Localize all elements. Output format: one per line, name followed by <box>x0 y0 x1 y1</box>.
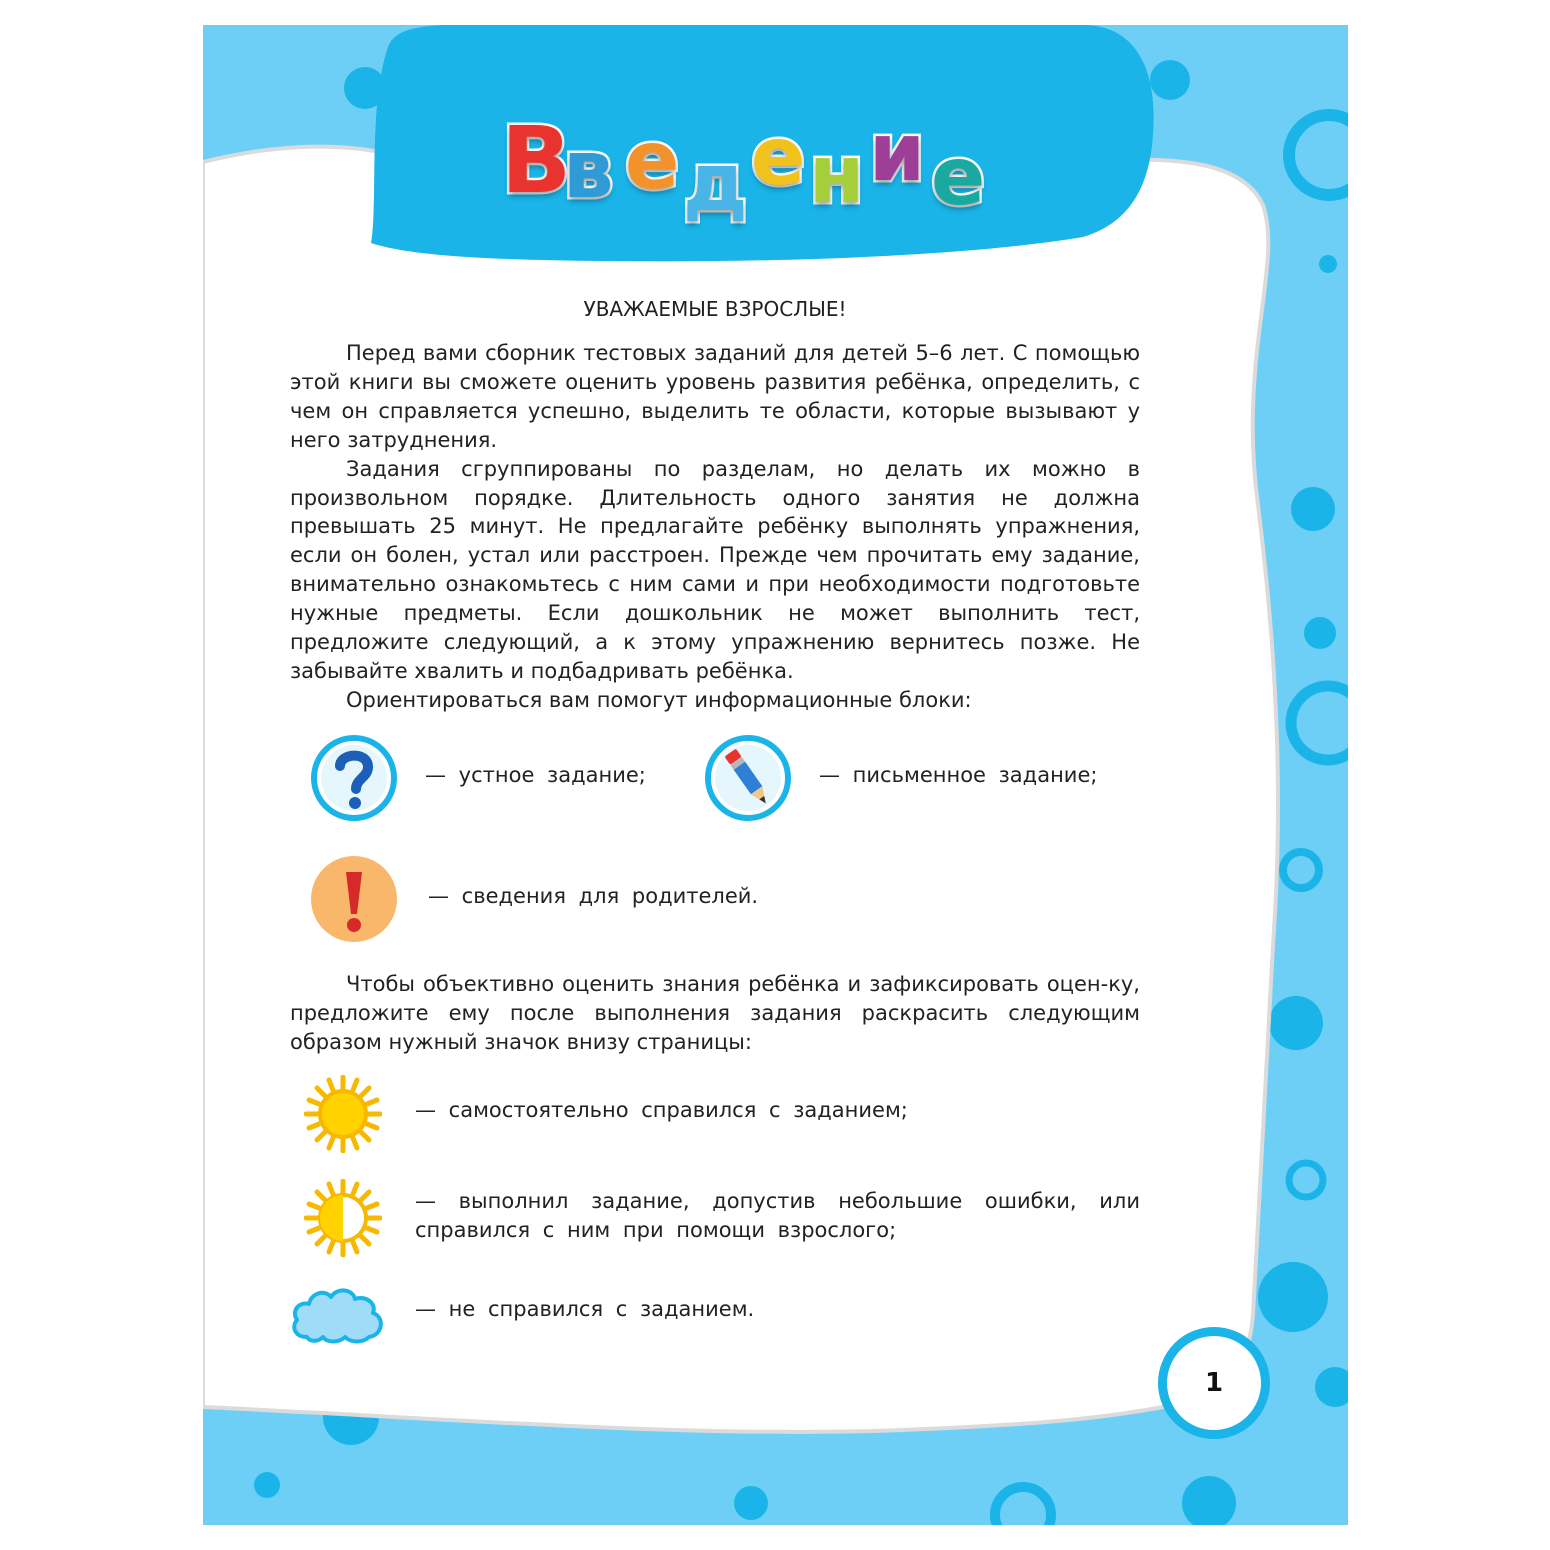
page <box>203 25 1348 1525</box>
intro-paragraph-2: Задания сгруппированы по разделам, но делать их можно в произвольном порядке. Длительность одного занятия не должна превышать 25 минут. Не предлагайте ребёнку выполнять упражнения, если он болен, устал или расстроен. Прежде чем прочитать ему задание, внимательно ознакомьтесь с ним сами и при необходимости подготовьте нужные предметы. Если дошкольник не может выполнить тест, предложите следующий, а к этому упражнению вернитесь позже. Не забывайте хвалить и подбадривать ребёнка. <box>290 456 1140 683</box>
intro-text <box>290 339 1140 715</box>
title-letter: н <box>809 128 865 221</box>
half-sun-icon <box>304 1179 382 1257</box>
page-number: 1 <box>1158 1327 1270 1439</box>
title-letter: е <box>751 110 806 203</box>
intro-paragraph-1: Перед вами сборник тестовых заданий для детей 5–6 лет. С помощью этой книги вы сможете оценить уровень развития ребёнка, определить, с чем он справляется успешно, выделить те области, которые вызывают у него затруднения. <box>290 341 1140 452</box>
exclamation-mark-icon <box>309 854 399 944</box>
page-title <box>203 25 1348 285</box>
question-mark-icon <box>309 733 399 823</box>
legend-written-text: — письменное задание; <box>819 763 1098 787</box>
title-letter: д <box>683 136 748 229</box>
intro-paragraph-3: Ориентироваться вам помогут информационные блоки: <box>346 687 972 712</box>
rating-half-sun-text: — выполнил задание, допустив небольшие ошибки, или справился с ним при помощи взрослого; <box>415 1189 1140 1242</box>
title-letter: в <box>563 123 614 216</box>
legend-parents-text: — сведения для родителей. <box>428 884 759 908</box>
legend-oral-text: — устное задание; <box>425 763 646 787</box>
sun-icon <box>304 1075 382 1153</box>
title-letter: и <box>869 106 926 199</box>
title-letter: е <box>931 130 986 223</box>
greeting: УВАЖАЕМЫЕ ВЗРОСЛЫЕ! <box>583 297 847 321</box>
rating-cloud-text: — не справился с заданием. <box>415 1297 755 1321</box>
evaluation-text <box>290 970 1140 1057</box>
pencil-icon <box>703 733 793 823</box>
cloud-icon <box>289 1283 387 1347</box>
evaluation-paragraph: Чтобы объективно оценить знания ребёнка и зафиксировать оцен-ку, предложите ему после выполнения задания раскрасить следующим образом нужный значок внизу страницы: <box>290 972 1140 1054</box>
rating-sun-text: — самостоятельно справился с заданием; <box>415 1098 908 1122</box>
title-letter: е <box>625 114 680 207</box>
title-letter: В <box>501 107 572 214</box>
